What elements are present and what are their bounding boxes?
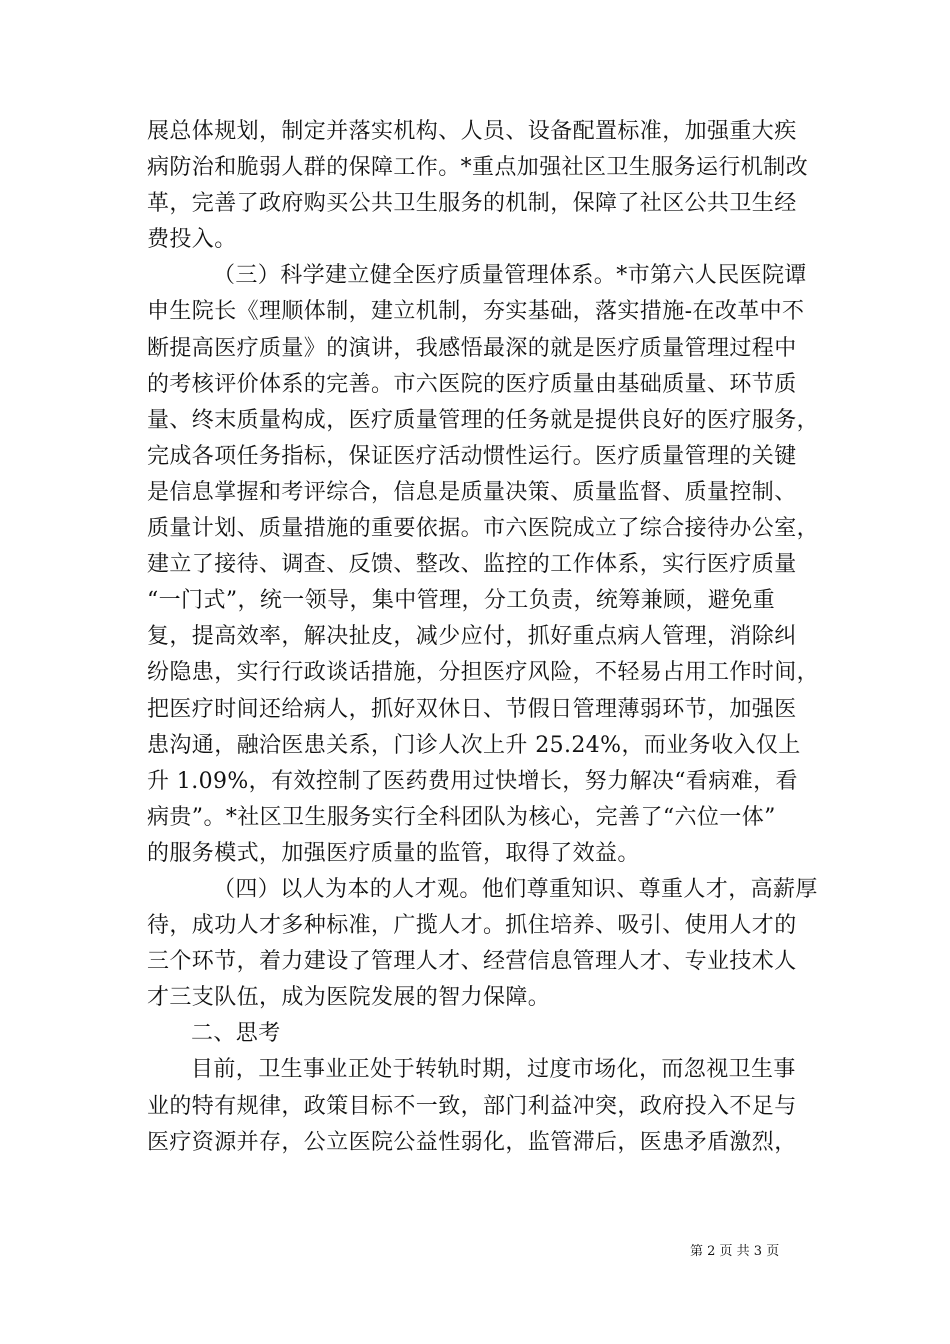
text-line: 的考核评价体系的完善。市六医院的医疗质量由基础质量、环节质: [147, 371, 797, 397]
text-line: 业的特有规律，政策目标不一致，部门利益冲突，政府投入不足与: [147, 1093, 797, 1119]
text-line: 医疗资源并存，公立医院公益性弱化，监管滞后，医患矛盾激烈，: [147, 1129, 797, 1155]
text-line: 病贵”。*社区卫生服务实行全科团队为核心，完善了“六位一体”: [147, 804, 776, 830]
text-line: 量、终末质量构成，医疗质量管理的任务就是提供良好的医疗服务，: [147, 407, 820, 433]
text-line: 病防治和脆弱人群的保障工作。*重点加强社区卫生服务运行机制改: [147, 155, 809, 181]
text-line: 是信息掌握和考评综合，信息是质量决策、质量监督、质量控制、: [147, 479, 797, 505]
text-line: 的服务模式，加强医疗质量的监管，取得了效益。: [147, 840, 640, 866]
section-heading-line: （四）以人为本的人才观。他们尊重知识、尊重人才，高薪厚: [213, 876, 818, 902]
text-line: “一门式”，统一领导，集中管理，分工负责，统筹兼顾，避免重: [147, 588, 776, 614]
document-body: [147, 114, 820, 1161]
text-line: 才三支队伍，成为医院发展的智力保障。: [147, 985, 551, 1011]
text-line: 三个环节，着力建设了管理人才、经营信息管理人才、专业技术人: [147, 949, 797, 975]
text-line: 建立了接待、调查、反馈、整改、监控的工作体系，实行医疗质量: [147, 552, 797, 578]
text-line: 革，完善了政府购买公共卫生服务的机制，保障了社区公共卫生经: [147, 191, 797, 217]
text-line: 纷隐患，实行行政谈话措施，分担医疗风险，不轻易占用工作时间，: [147, 660, 820, 686]
text-line: 展总体规划，制定并落实机构、人员、设备配置标准，加强重大疾: [147, 119, 797, 144]
page-number-footer: 第 2 页 共 3 页: [690, 1244, 780, 1259]
section-heading-line: 二、思考: [191, 1021, 281, 1047]
text-line: 复，提高效率，解决扯皮，减少应付，抓好重点病人管理，消除纠: [147, 624, 797, 650]
text-line: 费投入。: [147, 227, 237, 253]
text-line: 待，成功人才多种标准，广揽人才。抓住培养、吸引、使用人才的: [147, 913, 797, 939]
text-line: 质量计划、质量措施的重要依据。市六医院成立了综合接待办公室，: [147, 516, 820, 542]
text-line: 把医疗时间还给病人，抓好双休日、节假日管理薄弱环节，加强医: [147, 696, 797, 722]
text-line: 升 1.09%，有效控制了医药费用过快增长，努力解决“看病难，看: [147, 768, 798, 794]
text-line: 断提高医疗质量》的演讲，我感悟最深的就是医疗质量管理过程中: [147, 335, 797, 361]
text-line: 目前，卫生事业正处于转轨时期，过度市场化，而忽视卫生事: [191, 1057, 796, 1083]
text-line: 患沟通，融洽医患关系，门诊人次上升 25.24%，而业务收入仅上: [147, 732, 801, 758]
section-heading-line: （三）科学建立健全医疗质量管理体系。*市第六人民医院谭: [213, 263, 807, 289]
text-line: 完成各项任务指标，保证医疗活动惯性运行。医疗质量管理的关键: [147, 443, 797, 469]
text-line: 申生院长《理顺体制，建立机制，夯实基础，落实措施-在改革中不: [147, 299, 805, 325]
